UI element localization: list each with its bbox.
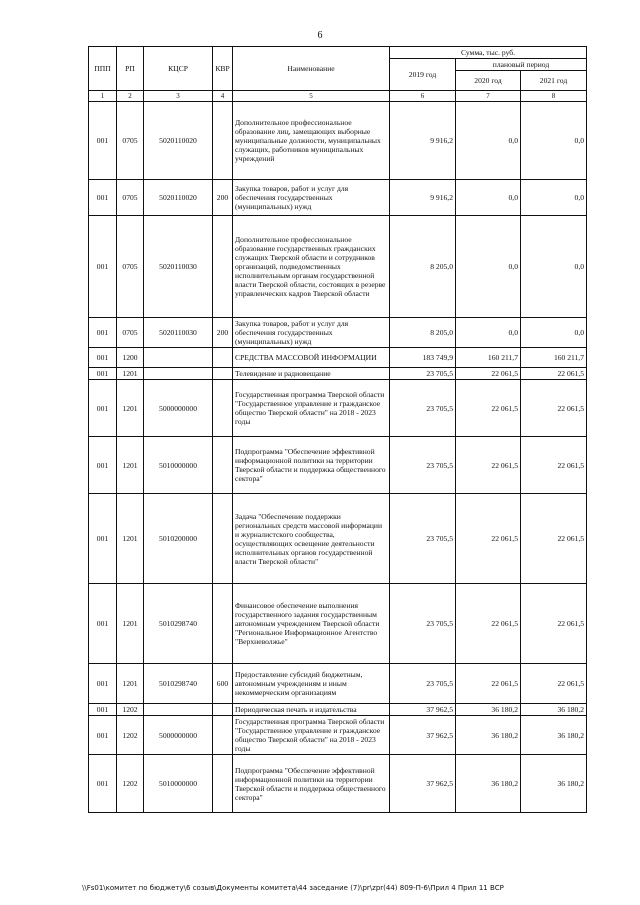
kcsr-cell: 5020110030	[144, 318, 213, 348]
kcsr-cell: 5000000000	[144, 716, 213, 755]
header-rp: РП	[117, 47, 144, 91]
header-plan: плановый период	[456, 59, 587, 71]
amount-2021-cell: 0,0	[521, 102, 587, 180]
rp-cell: 1201	[117, 664, 144, 704]
kvr-cell	[213, 368, 233, 380]
kvr-cell	[213, 348, 233, 368]
header-2020: 2020 год	[456, 71, 521, 91]
name-cell: Государственная программа Тверской области "Государственное управление и гражданское общество Тверской области" на 2018 - 2023 годы	[233, 380, 390, 437]
amount-2021-cell: 22 061,5	[521, 664, 587, 704]
amount-2019-cell: 23 705,5	[390, 368, 456, 380]
name-cell: Дополнительное профессиональное образование государственных гражданских служащих Тверской области и сотрудников организаций, подведомственных исполнительным органам государственной власти Тверской области, состоящих в резерве управленческих кадров Тверской области	[233, 216, 390, 318]
amount-2020-cell: 0,0	[456, 216, 521, 318]
amount-2021-cell: 36 180,2	[521, 755, 587, 813]
name-cell: Дополнительное профессиональное образование лиц, замещающих выборные муниципальные должности, муниципальных служащих, работников муниципальных учреждений	[233, 102, 390, 180]
rp-cell: 0705	[117, 216, 144, 318]
amount-2021-cell: 0,0	[521, 216, 587, 318]
name-cell: Периодическая печать и издательства	[233, 704, 390, 716]
index-cell: 2	[117, 91, 144, 102]
amount-2020-cell: 22 061,5	[456, 368, 521, 380]
amount-2020-cell: 0,0	[456, 102, 521, 180]
header-2021: 2021 год	[521, 71, 587, 91]
kvr-cell	[213, 437, 233, 494]
rp-cell: 1202	[117, 716, 144, 755]
table-row	[89, 755, 587, 813]
name-cell: Закупка товаров, работ и услуг для обеспечения государственных (муниципальных) нужд	[233, 180, 390, 216]
kcsr-cell	[144, 348, 213, 368]
amount-2019-cell: 8 205,0	[390, 318, 456, 348]
amount-2020-cell: 0,0	[456, 318, 521, 348]
amount-2019-cell: 37 962,5	[390, 755, 456, 813]
rp-cell: 1201	[117, 380, 144, 437]
kvr-cell	[213, 584, 233, 664]
ppp-cell: 001	[89, 318, 117, 348]
kvr-cell: 600	[213, 664, 233, 704]
index-row	[89, 91, 587, 102]
ppp-cell: 001	[89, 348, 117, 368]
name-cell: СРЕДСТВА МАССОВОЙ ИНФОРМАЦИИ	[233, 348, 390, 368]
table-row	[89, 348, 587, 368]
header-2019: 2019 год	[390, 59, 456, 91]
kvr-cell	[213, 494, 233, 584]
kcsr-cell	[144, 704, 213, 716]
amount-2019-cell: 37 962,5	[390, 704, 456, 716]
index-cell: 3	[144, 91, 213, 102]
index-cell: 5	[233, 91, 390, 102]
amount-2020-cell: 36 180,2	[456, 755, 521, 813]
rp-cell: 0705	[117, 180, 144, 216]
table-row	[89, 704, 587, 716]
page-number: 6	[317, 30, 323, 41]
rp-cell: 1200	[117, 348, 144, 368]
rp-cell: 1202	[117, 755, 144, 813]
amount-2019-cell: 8 205,0	[390, 216, 456, 318]
kcsr-cell: 5020110030	[144, 216, 213, 318]
header-ppp: ППП	[89, 47, 117, 91]
rp-cell: 0705	[117, 102, 144, 180]
rp-cell: 1201	[117, 368, 144, 380]
rp-cell: 0705	[117, 318, 144, 348]
amount-2021-cell: 160 211,7	[521, 348, 587, 368]
kvr-cell: 200	[213, 318, 233, 348]
table-row	[89, 380, 587, 437]
table-row	[89, 716, 587, 755]
amount-2020-cell: 160 211,7	[456, 348, 521, 368]
kvr-cell	[213, 102, 233, 180]
ppp-cell: 001	[89, 437, 117, 494]
rp-cell: 1201	[117, 437, 144, 494]
kvr-cell	[213, 716, 233, 755]
amount-2021-cell: 0,0	[521, 180, 587, 216]
amount-2020-cell: 36 180,2	[456, 704, 521, 716]
index-cell: 8	[521, 91, 587, 102]
table-row	[89, 318, 587, 348]
name-cell: Подпрограмма "Обеспечение эффективной информационной политики на территории Тверской области и поддержка общественного сектора"	[233, 755, 390, 813]
table-row	[89, 584, 587, 664]
amount-2019-cell: 23 705,5	[390, 584, 456, 664]
ppp-cell: 001	[89, 216, 117, 318]
amount-2021-cell: 0,0	[521, 318, 587, 348]
name-cell: Предоставление субсидий бюджетным, автономным учреждениям и иным некоммерческим организациям	[233, 664, 390, 704]
amount-2021-cell: 22 061,5	[521, 494, 587, 584]
amount-2020-cell: 36 180,2	[456, 716, 521, 755]
kcsr-cell: 5010200000	[144, 494, 213, 584]
ppp-cell: 001	[89, 664, 117, 704]
ppp-cell: 001	[89, 102, 117, 180]
amount-2021-cell: 22 061,5	[521, 584, 587, 664]
name-cell: Государственная программа Тверской области "Государственное управление и гражданское общество Тверской области" на 2018 - 2023 годы	[233, 716, 390, 755]
amount-2020-cell: 22 061,5	[456, 494, 521, 584]
amount-2020-cell: 22 061,5	[456, 437, 521, 494]
kvr-cell	[213, 380, 233, 437]
kcsr-cell: 5010298740	[144, 664, 213, 704]
rp-cell: 1201	[117, 494, 144, 584]
file-path-footer: \\Fs01\комитет по бюджету\6 созыв\Документы комитета\44 заседание (7)\pr\zpr(44) 809-П-6\Прил 4 Прил 11 ВСР	[82, 884, 504, 892]
amount-2020-cell: 0,0	[456, 180, 521, 216]
amount-2021-cell: 22 061,5	[521, 380, 587, 437]
index-cell: 1	[89, 91, 117, 102]
ppp-cell: 001	[89, 716, 117, 755]
header-sum: Сумма, тыс. руб.	[390, 47, 587, 59]
kvr-cell	[213, 216, 233, 318]
table-row	[89, 494, 587, 584]
kcsr-cell: 5010000000	[144, 437, 213, 494]
index-cell: 6	[390, 91, 456, 102]
amount-2020-cell: 22 061,5	[456, 380, 521, 437]
rp-cell: 1202	[117, 704, 144, 716]
kcsr-cell: 5010000000	[144, 755, 213, 813]
index-cell: 4	[213, 91, 233, 102]
amount-2019-cell: 23 705,5	[390, 664, 456, 704]
kvr-cell: 200	[213, 180, 233, 216]
index-cell: 7	[456, 91, 521, 102]
amount-2019-cell: 183 749,9	[390, 348, 456, 368]
table-row	[89, 180, 587, 216]
table-row	[89, 664, 587, 704]
kcsr-cell: 5000000000	[144, 380, 213, 437]
rp-cell: 1201	[117, 584, 144, 664]
kcsr-cell: 5020110020	[144, 102, 213, 180]
kcsr-cell: 5010298740	[144, 584, 213, 664]
ppp-cell: 001	[89, 755, 117, 813]
ppp-cell: 001	[89, 380, 117, 437]
name-cell: Телевидение и радиовещание	[233, 368, 390, 380]
amount-2021-cell: 22 061,5	[521, 368, 587, 380]
amount-2020-cell: 22 061,5	[456, 664, 521, 704]
amount-2021-cell: 36 180,2	[521, 704, 587, 716]
ppp-cell: 001	[89, 368, 117, 380]
ppp-cell: 001	[89, 180, 117, 216]
name-cell: Задача "Обеспечение поддержки региональных средств массовой информации и журналистского сообщества, осуществляющих освещение деятельности исполнительных органов государственной власти Тверской области"	[233, 494, 390, 584]
amount-2019-cell: 23 705,5	[390, 437, 456, 494]
name-cell: Финансовое обеспечение выполнения государственного задания государственным автономным учреждением Тверской области "Региональное Информационное Агентство "Верхневолжье"	[233, 584, 390, 664]
kcsr-cell	[144, 368, 213, 380]
name-cell: Подпрограмма "Обеспечение эффективной информационной политики на территории Тверской области и поддержка общественного сектора"	[233, 437, 390, 494]
name-cell: Закупка товаров, работ и услуг для обеспечения государственных (муниципальных) нужд	[233, 318, 390, 348]
header-kcsr: КЦСР	[144, 47, 213, 91]
amount-2019-cell: 23 705,5	[390, 494, 456, 584]
header-name: Наименование	[233, 47, 390, 91]
amount-2021-cell: 22 061,5	[521, 437, 587, 494]
amount-2019-cell: 23 705,5	[390, 380, 456, 437]
amount-2019-cell: 9 916,2	[390, 180, 456, 216]
table-row	[89, 216, 587, 318]
amount-2019-cell: 9 916,2	[390, 102, 456, 180]
amount-2021-cell: 36 180,2	[521, 716, 587, 755]
budget-table	[88, 46, 587, 813]
table-row	[89, 437, 587, 494]
ppp-cell: 001	[89, 494, 117, 584]
kvr-cell	[213, 704, 233, 716]
kvr-cell	[213, 755, 233, 813]
header-kvr: КВР	[213, 47, 233, 91]
amount-2020-cell: 22 061,5	[456, 584, 521, 664]
table-row	[89, 368, 587, 380]
ppp-cell: 001	[89, 584, 117, 664]
amount-2019-cell: 37 962,5	[390, 716, 456, 755]
ppp-cell: 001	[89, 704, 117, 716]
table-row	[89, 102, 587, 180]
kcsr-cell: 5020110020	[144, 180, 213, 216]
